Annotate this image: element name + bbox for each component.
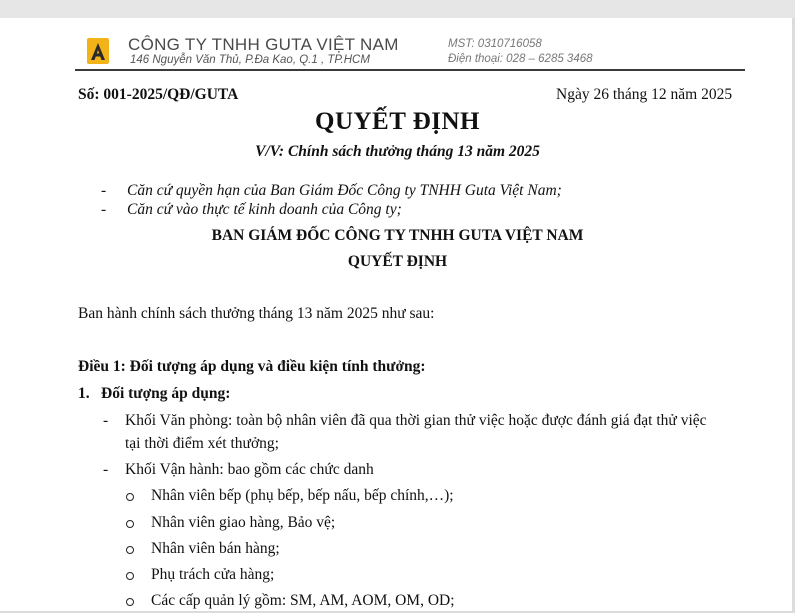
operations-role: Nhân viên giao hàng, Bảo vệ; <box>151 514 336 531</box>
operations-role: Nhân viên bán hàng; <box>151 540 280 557</box>
dash-bullet: - <box>101 182 107 199</box>
company-logo-icon <box>87 38 109 64</box>
company-phone: Điện thoại: 028 – 6285 3468 <box>448 53 593 65</box>
decide-heading: QUYẾT ĐỊNH <box>347 253 448 270</box>
tax-code: MST: 0310716058 <box>448 38 542 50</box>
letterhead-divider <box>75 69 745 71</box>
document-title: QUYẾT ĐỊNH <box>315 108 480 135</box>
circle-bullet-icon <box>126 546 134 554</box>
circle-bullet-icon <box>126 520 134 528</box>
ground-item: Căn cứ quyền hạn của Ban Giám Đốc Công ty TNHH Guta Việt Nam; <box>127 182 562 199</box>
board-heading: BAN GIÁM ĐỐC CÔNG TY TNHH GUTA VIỆT NAM <box>211 227 584 244</box>
office-line-2: tại thời điểm xét thưởng; <box>125 435 279 452</box>
dash-bullet: - <box>103 412 109 429</box>
office-line-1: Khối Văn phòng: toàn bộ nhân viên đã qua thời gian thử việc hoặc được đánh giá đạt thử việc <box>125 412 707 429</box>
circle-bullet-icon <box>126 572 134 580</box>
intro-paragraph: Ban hành chính sách thưởng tháng 13 năm 2025 như sau: <box>78 305 435 322</box>
circle-bullet-icon <box>126 598 134 606</box>
section-1-title: Đối tượng áp dụng: <box>101 385 231 402</box>
viewer-top-bar <box>0 0 795 20</box>
company-name: CÔNG TY TNHH GUTA VIỆT NAM <box>128 35 399 54</box>
document-number: Số: 001-2025/QĐ/GUTA <box>78 86 239 103</box>
ground-item: Căn cứ vào thực tế kinh doanh của Công ty; <box>127 201 402 218</box>
document-date: Ngày 26 tháng 12 năm 2025 <box>556 86 733 103</box>
operations-role: Nhân viên bếp (phụ bếp, bếp nấu, bếp chính,…); <box>151 487 454 504</box>
dash-bullet: - <box>101 201 107 218</box>
operations-role: Phụ trách cửa hàng; <box>151 566 275 583</box>
operations-role: Các cấp quản lý gồm: SM, AM, AOM, OM, OD; <box>151 592 455 609</box>
section-1-number: 1. <box>78 385 90 402</box>
operations-line: Khối Vận hành: bao gồm các chức danh <box>125 461 374 478</box>
circle-bullet-icon <box>126 493 134 501</box>
company-address: 146 Nguyễn Văn Thủ, P.Đa Kao, Q.1 , TP.HCM <box>130 54 370 66</box>
dash-bullet: - <box>103 461 109 478</box>
document-subject: V/V: Chính sách thưởng tháng 13 năm 2025 <box>255 143 540 160</box>
article-1-title: Điều 1: Đối tượng áp dụng và điều kiện tính thưởng: <box>78 358 426 375</box>
